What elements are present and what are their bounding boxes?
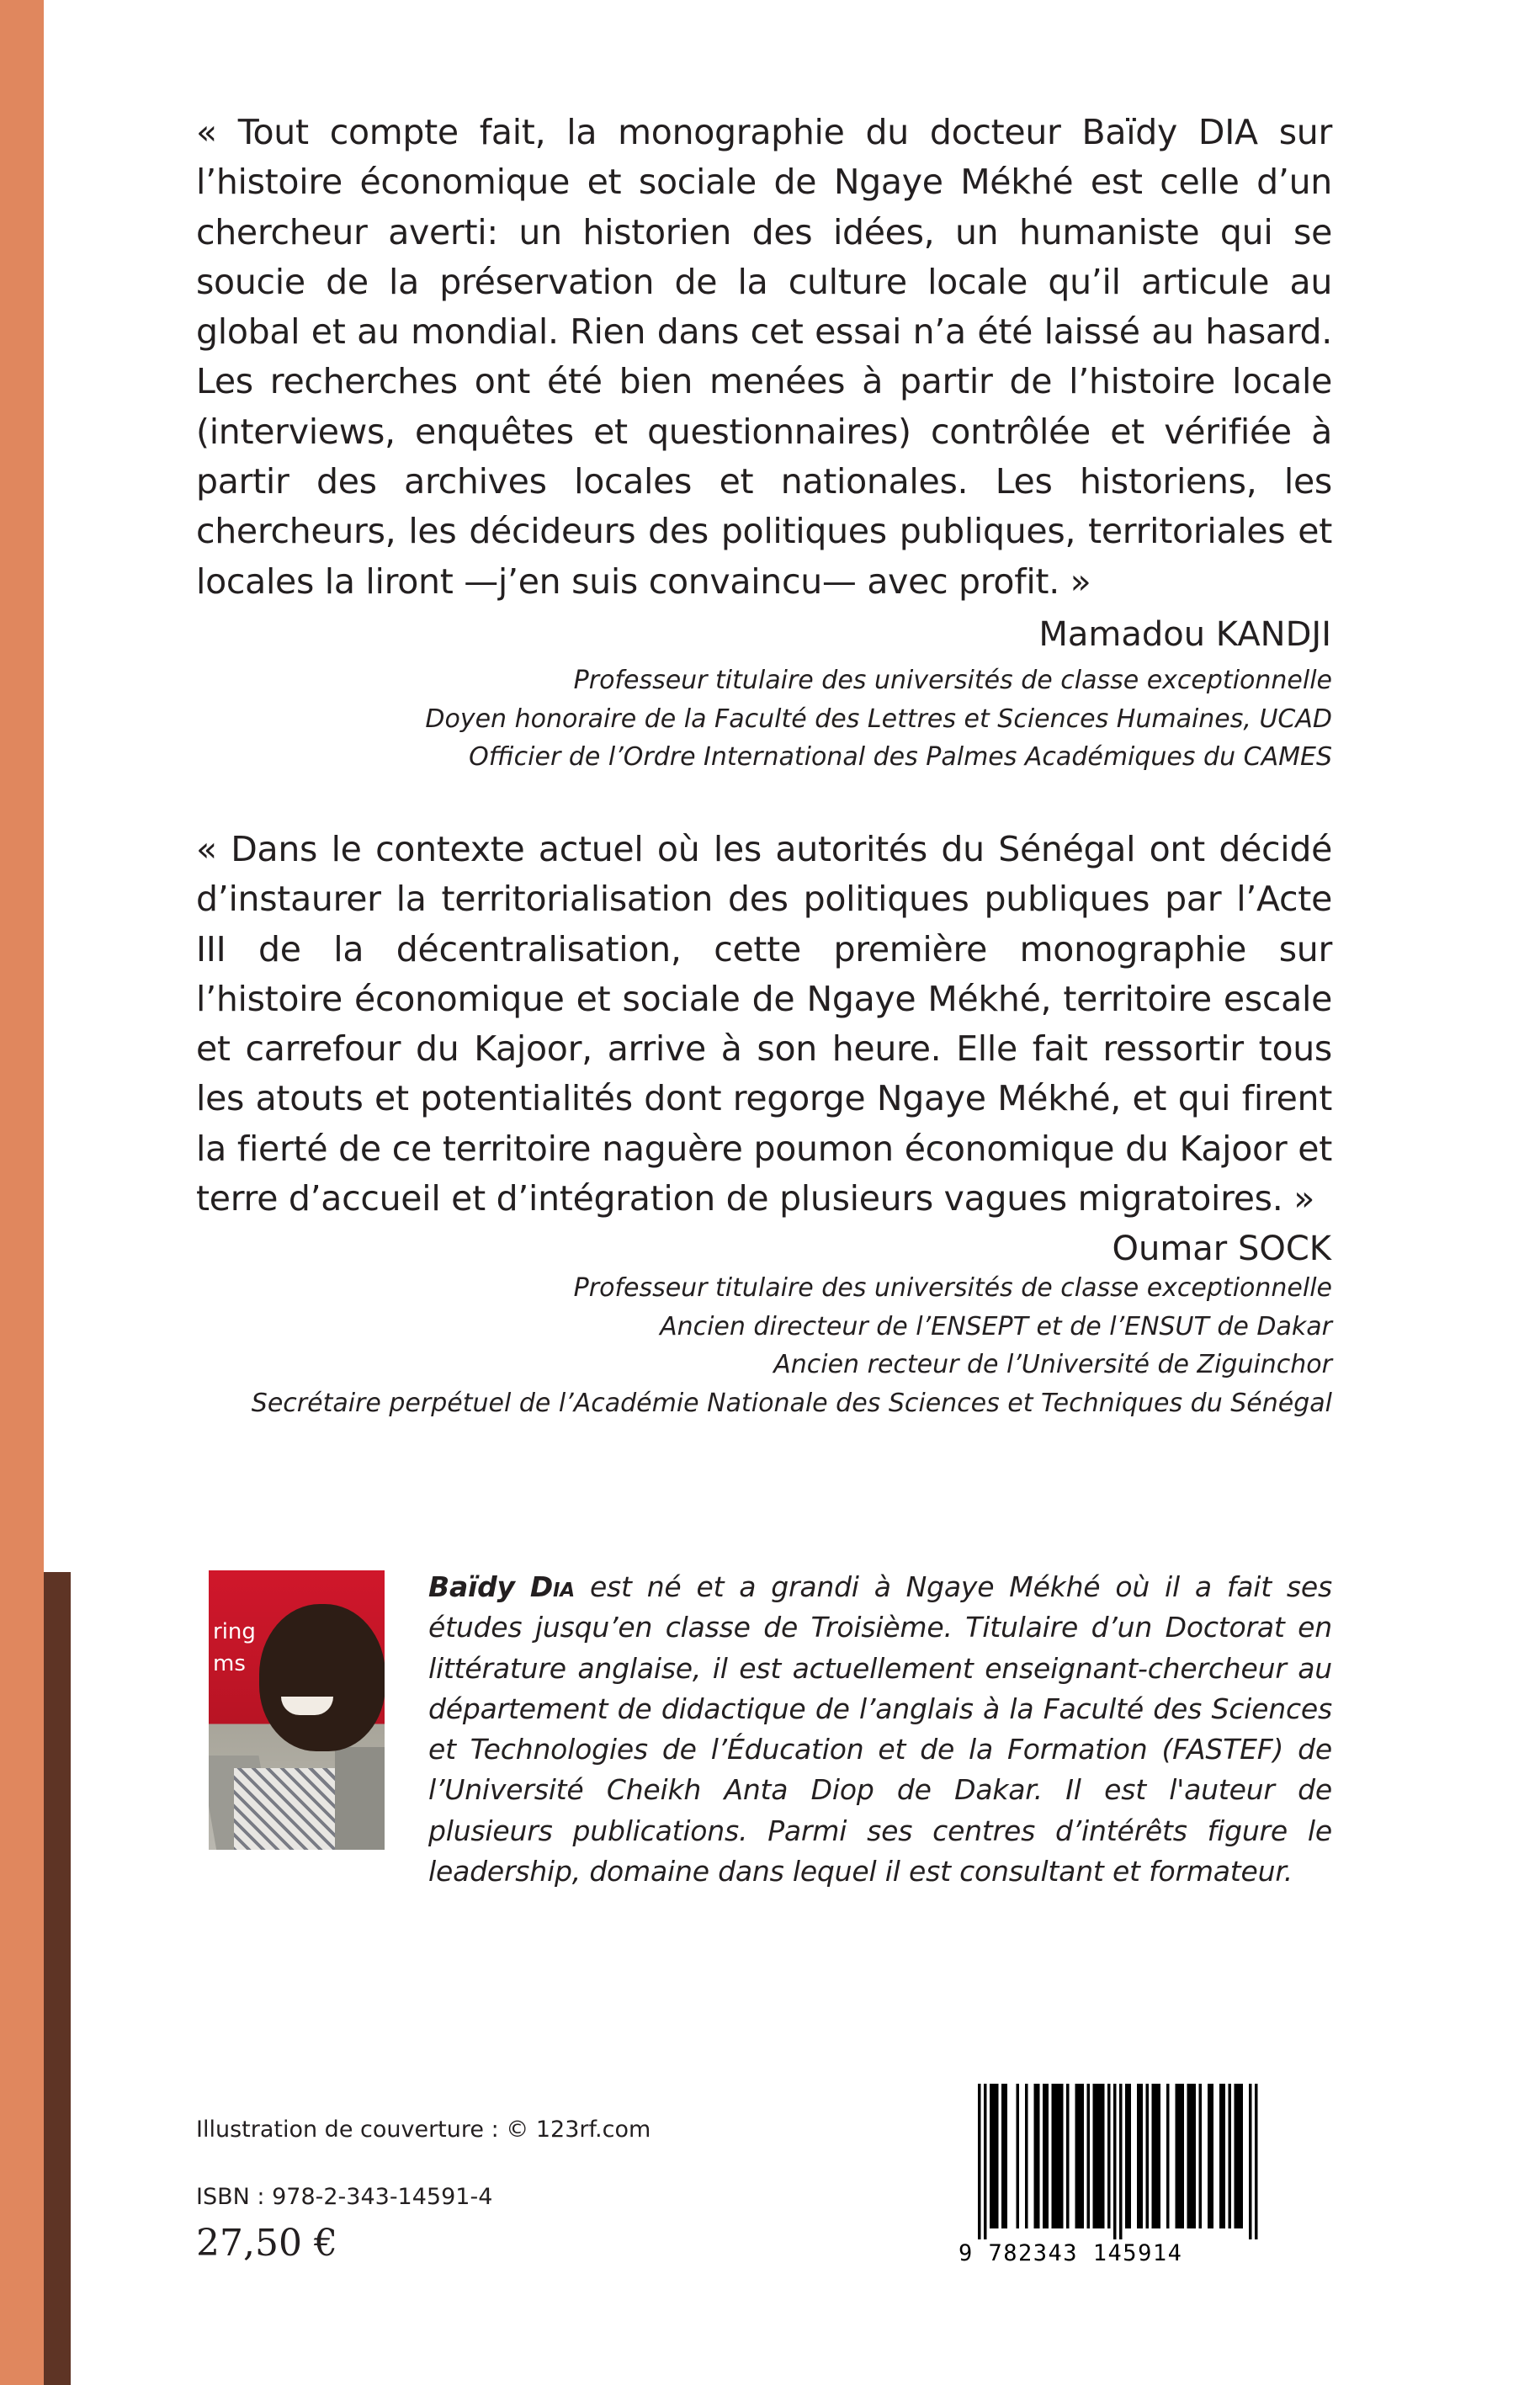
title-line: Doyen honoraire de la Faculté des Lettres et Sciences Humaines, UCAD xyxy=(425,704,1332,734)
barcode-bar xyxy=(1229,2084,1232,2228)
barcode-bar xyxy=(1176,2084,1179,2228)
barcode-bar xyxy=(1140,2084,1144,2228)
barcode-bar xyxy=(1223,2084,1226,2228)
barcode-bar xyxy=(978,2084,981,2239)
barcode xyxy=(957,2082,1285,2267)
barcode-bar xyxy=(1066,2084,1070,2228)
title-line: Secrétaire perpétuel de l’Académie Nationale des Sciences et Techniques du Sénégal xyxy=(251,1388,1332,1418)
barcode-bar xyxy=(1075,2084,1079,2228)
price: 27,50 € xyxy=(196,2222,337,2265)
barcode-bar xyxy=(1107,2084,1111,2228)
title-line: Officier de l’Ordre International des Palmes Académiques du CAMES xyxy=(469,742,1332,772)
author-sock-titles xyxy=(252,1269,1332,1422)
barcode-bar xyxy=(1125,2084,1128,2228)
barcode-bar xyxy=(1054,2084,1058,2228)
barcode-bar xyxy=(1240,2084,1244,2228)
barcode-bar xyxy=(1219,2084,1223,2228)
spine-brown-band xyxy=(44,1572,71,2385)
barcode-bar xyxy=(990,2084,993,2228)
barcode-bar xyxy=(1211,2084,1214,2228)
barcode-bar xyxy=(1137,2084,1140,2228)
bio-text: est né et a grandi à Ngaye Mékhé où il a fait ses études jusqu’en classe de Troisième. Titulaire d’un Doctorat en littérature anglaise, il est actuellement enseignant-chercheur au département de didactique de l’anglais à la Faculté des Sciences et Technologies de l’Éducation et de la Formation (FASTEF) de l’Université Cheikh Anta Diop de Dakar. Il est l'auteur de plusieurs publications. Parmi ses centres d’intérêts figure le leadership, domaine dans lequel il est consultant et formateur. xyxy=(428,1570,1333,1888)
barcode-bar xyxy=(993,2084,996,2228)
barcode-bar xyxy=(1052,2084,1055,2228)
photo-sign-text: ring xyxy=(213,1619,256,1644)
barcode-bar xyxy=(1158,2084,1161,2228)
barcode-bar xyxy=(1005,2084,1008,2228)
barcode-bar xyxy=(1199,2084,1203,2228)
barcode-bar xyxy=(1237,2084,1240,2228)
photo-jacket-right xyxy=(335,1747,385,1850)
quote-kandji: « Tout compte fait, la monographie du docteur Baïdy DIA sur l’histoire économique et sociale de Ngaye Mékhé est celle d’un chercheur averti: un historien des idées, un humaniste qui se soucie de la préservation de la culture locale qu’il articule au global et au mondial. Rien dans cet essai n’a été laissé au hasard. Les recherches ont été bien menées à partir de l’histoire locale (interviews, enquêtes et questionnaires) contrôlée et vérifiée à partir des archives locales et nationales. Les historiens, les chercheurs, les décideurs des politiques publiques, territoriales et locales la liront —j’en suis convaincu— avec profit. » xyxy=(196,112,1332,602)
barcode-bar xyxy=(1093,2084,1097,2228)
spine-orange-band xyxy=(0,0,44,2385)
barcode-bar xyxy=(1113,2084,1117,2239)
barcode-bar xyxy=(1017,2084,1020,2228)
barcode-bar xyxy=(1128,2084,1132,2228)
author-kandji-titles xyxy=(425,661,1332,777)
barcode-bar xyxy=(1152,2084,1155,2228)
title-line: Ancien directeur de l’ENSEPT et de l’ENSUT de Dakar xyxy=(660,1311,1332,1341)
cover-credit: Illustration de couverture : © 123rf.com xyxy=(196,2117,651,2143)
barcode-bar xyxy=(1146,2084,1150,2228)
barcode-bar xyxy=(1037,2084,1040,2228)
photo-sign-text: ms xyxy=(213,1651,246,1676)
barcode-bar xyxy=(1208,2084,1211,2228)
author-kandji: Mamadou KANDJI xyxy=(1038,615,1331,654)
barcode-bar xyxy=(1187,2084,1191,2228)
title-line: Ancien recteur de l’Université de Ziguinchor xyxy=(773,1350,1332,1379)
quote-sock: « Dans le contexte actuel où les autorités du Sénégal ont décidé d’instaurer la territorialisation des politiques publiques par l’Acte III de la décentralisation, cette première monographie sur l’histoire économique et sociale de Ngaye Mékhé, territoire escale et carrefour du Kajoor, arrive à son heure. Elle fait ressortir tous les atouts et potentialités dont regorge Ngaye Mékhé, et qui firent la fierté de ce territoire naguère poumon économique du Kajoor et terre d’accueil et d’intégration de plusieurs vagues migratoires. » xyxy=(196,829,1332,1219)
barcode-bar xyxy=(1099,2084,1102,2228)
barcode-bar xyxy=(1182,2084,1185,2228)
barcode-bar xyxy=(996,2084,999,2228)
barcode-bar xyxy=(1190,2084,1193,2228)
bio-author-first-name: Baïdy xyxy=(428,1570,515,1603)
barcode-bar xyxy=(1043,2084,1046,2228)
barcode-bar xyxy=(1096,2084,1099,2228)
barcode-bar xyxy=(1046,2084,1049,2228)
barcode-bar xyxy=(1058,2084,1061,2228)
barcode-bar xyxy=(1119,2084,1123,2239)
barcode-bar xyxy=(1078,2084,1081,2228)
author-photo xyxy=(209,1570,385,1850)
author-sock: Oumar SOCK xyxy=(1112,1230,1331,1268)
photo-head xyxy=(259,1604,385,1751)
barcode-bar xyxy=(1249,2084,1252,2239)
barcode-bar xyxy=(1102,2084,1105,2228)
barcode-bar xyxy=(1235,2084,1238,2228)
barcode-bar xyxy=(1060,2084,1064,2228)
title-line: Professeur titulaire des universités de classe exceptionnelle xyxy=(573,1273,1332,1303)
isbn: ISBN : 978-2-343-14591-4 xyxy=(196,2184,493,2210)
barcode-bar xyxy=(1087,2084,1091,2228)
barcode-bar xyxy=(1166,2084,1170,2228)
author-bio xyxy=(428,1567,1332,1892)
bio-author-last-name: Dia xyxy=(529,1570,575,1603)
barcode-bar xyxy=(1178,2084,1182,2228)
barcode-digits: 9 782343 145914 xyxy=(959,2240,1183,2266)
barcode-bar xyxy=(1001,2084,1005,2228)
barcode-bar xyxy=(1034,2084,1038,2228)
barcode-bar xyxy=(1193,2084,1197,2228)
barcode-bar xyxy=(1081,2084,1085,2228)
barcode-bar xyxy=(984,2084,987,2239)
barcode-bar xyxy=(1255,2084,1258,2239)
barcode-bar xyxy=(1025,2084,1028,2228)
photo-shirt xyxy=(234,1768,335,1850)
barcode-bar xyxy=(1155,2084,1158,2228)
title-line: Professeur titulaire des universités de classe exceptionnelle xyxy=(573,666,1332,695)
